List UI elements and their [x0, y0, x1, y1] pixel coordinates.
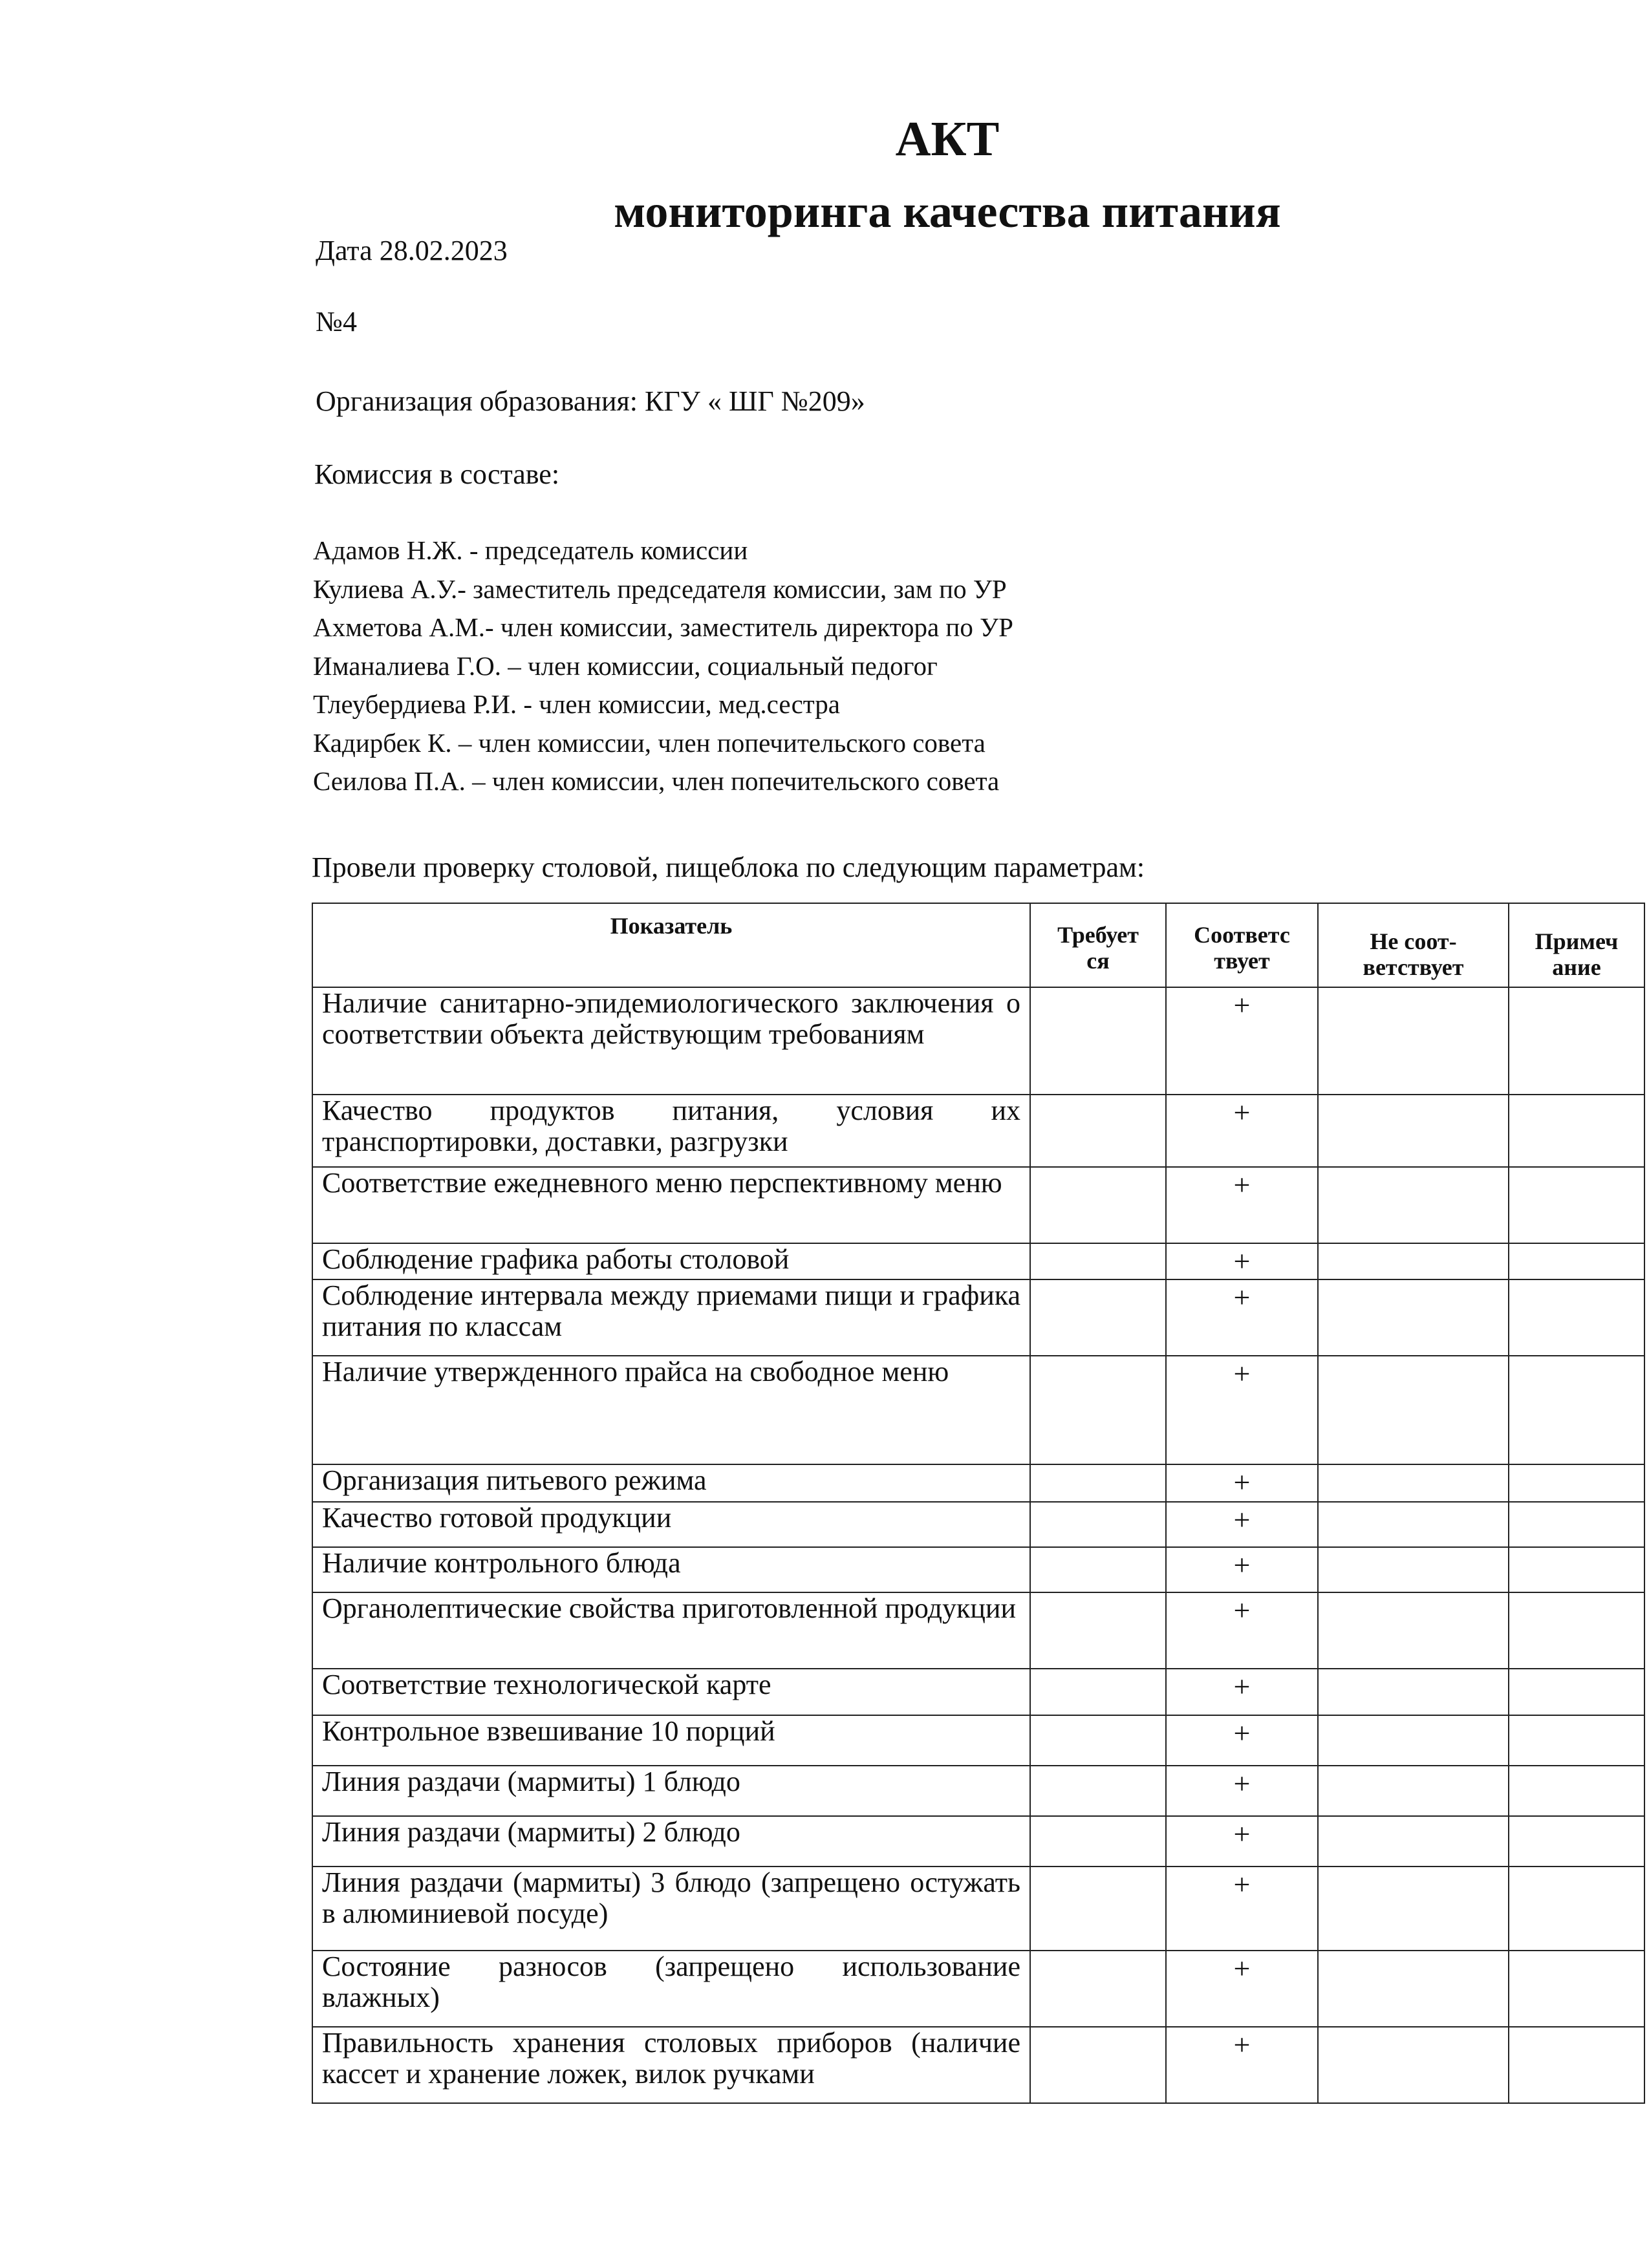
table-row [312, 1592, 1644, 1669]
not-complies-cell [1318, 1243, 1509, 1279]
commission-members [313, 531, 1013, 801]
complies-mark: + [1166, 1766, 1318, 1816]
indicator-cell: Контрольное взвешивание 10 порций [312, 1715, 1030, 1766]
complies-mark: + [1166, 1669, 1318, 1715]
member-line: Сеилова П.А. – член комиссии, член попечительского совета [313, 766, 1000, 796]
header-not-complies: Не соот- ветствует [1318, 903, 1509, 987]
required-cell [1030, 1095, 1166, 1167]
indicator-cell: Состояние разносов (запрещено использование влажных) [312, 1951, 1030, 2027]
required-cell [1030, 1669, 1166, 1715]
note-cell [1509, 1867, 1644, 1951]
member-line: Кадирбек К. – член комиссии, член попечительского совета [313, 727, 986, 758]
member-line: Адамов Н.Ж. - председатель комиссии [313, 535, 748, 565]
indicator-cell: Соответствие технологической карте [312, 1669, 1030, 1715]
act-number: №4 [316, 306, 357, 337]
required-cell [1030, 1502, 1166, 1547]
not-complies-cell [1318, 2027, 1509, 2103]
note-cell [1509, 1951, 1644, 2027]
indicator-cell: Линия раздачи (мармиты) 3 блюдо (запрещено остужать в алюминиевой посуде) [312, 1867, 1030, 1951]
table-row [312, 1951, 1644, 2027]
note-cell [1509, 1167, 1644, 1243]
note-cell [1509, 1547, 1644, 1592]
required-cell [1030, 2027, 1166, 2103]
note-cell [1509, 1502, 1644, 1547]
note-cell [1509, 1715, 1644, 1766]
commission-heading: Комиссия в составе: [314, 458, 560, 490]
complies-mark: + [1166, 1243, 1318, 1279]
not-complies-cell [1318, 1547, 1509, 1592]
table-row [312, 1356, 1644, 1464]
complies-mark: + [1166, 1095, 1318, 1167]
required-cell [1030, 987, 1166, 1095]
not-complies-cell [1318, 1167, 1509, 1243]
complies-mark: + [1166, 987, 1318, 1095]
note-cell [1509, 1464, 1644, 1502]
table-row [312, 1243, 1644, 1279]
document-subtitle: мониторинга качества питания [614, 186, 1281, 237]
document-title: АКТ [895, 112, 1000, 166]
not-complies-cell [1318, 1592, 1509, 1669]
table-row [312, 1167, 1644, 1243]
not-complies-cell [1318, 1464, 1509, 1502]
table-row [312, 1715, 1644, 1766]
complies-mark: + [1166, 1816, 1318, 1867]
table-row [312, 1669, 1644, 1715]
note-cell [1509, 1816, 1644, 1867]
not-complies-cell [1318, 1951, 1509, 2027]
required-cell [1030, 1464, 1166, 1502]
indicator-cell: Линия раздачи (мармиты) 2 блюдо [312, 1816, 1030, 1867]
required-cell [1030, 1592, 1166, 1669]
indicator-cell: Органолептические свойства приготовленной продукции [312, 1592, 1030, 1669]
indicator-cell: Соответствие ежедневного меню перспективному меню [312, 1167, 1030, 1243]
complies-mark: + [1166, 1867, 1318, 1951]
table-row [312, 1816, 1644, 1867]
required-cell [1030, 1279, 1166, 1356]
complies-mark: + [1166, 1356, 1318, 1464]
indicator-cell: Соблюдение графика работы столовой [312, 1243, 1030, 1279]
required-cell [1030, 1547, 1166, 1592]
required-cell [1030, 1715, 1166, 1766]
note-cell [1509, 2027, 1644, 2103]
required-cell [1030, 1167, 1166, 1243]
table-row [312, 987, 1644, 1095]
required-cell [1030, 1951, 1166, 2027]
table-row [312, 1279, 1644, 1356]
indicator-cell: Линия раздачи (мармиты) 1 блюдо [312, 1766, 1030, 1816]
member-line: Кулиева А.У.- заместитель председателя комиссии, зам по УР [313, 573, 1007, 604]
inspection-intro: Провели проверку столовой, пищеблока по следующим параметрам: [312, 851, 1145, 883]
complies-mark: + [1166, 1279, 1318, 1356]
note-cell [1509, 1669, 1644, 1715]
not-complies-cell [1318, 1279, 1509, 1356]
indicator-cell: Наличие контрольного блюда [312, 1547, 1030, 1592]
header-complies: Соответс твует [1166, 903, 1318, 987]
not-complies-cell [1318, 1095, 1509, 1167]
not-complies-cell [1318, 1669, 1509, 1715]
note-cell [1509, 1356, 1644, 1464]
table-row [312, 1095, 1644, 1167]
required-cell [1030, 1243, 1166, 1279]
header-note: Примеч ание [1509, 903, 1644, 987]
complies-mark: + [1166, 1502, 1318, 1547]
note-cell [1509, 1243, 1644, 1279]
not-complies-cell [1318, 1715, 1509, 1766]
complies-mark: + [1166, 1464, 1318, 1502]
complies-mark: + [1166, 2027, 1318, 2103]
indicator-cell: Правильность хранения столовых приборов (наличие кассет и хранение ложек, вилок ручками [312, 2027, 1030, 2103]
not-complies-cell [1318, 1356, 1509, 1464]
complies-mark: + [1166, 1592, 1318, 1669]
table-row [312, 1502, 1644, 1547]
table-row [312, 1464, 1644, 1502]
note-cell [1509, 987, 1644, 1095]
member-line: Тлеубердиева Р.И. - член комиссии, мед.сестра [313, 689, 840, 719]
complies-mark: + [1166, 1951, 1318, 2027]
inspection-table [312, 903, 1645, 2104]
indicator-cell: Соблюдение интервала между приемами пищи и графика питания по классам [312, 1279, 1030, 1356]
member-line: Ахметова А.М.- член комиссии, заместитель директора по УР [313, 612, 1013, 642]
complies-mark: + [1166, 1167, 1318, 1243]
required-cell [1030, 1766, 1166, 1816]
indicator-cell: Качество продуктов питания, условия их транспортировки, доставки, разгрузки [312, 1095, 1030, 1167]
member-line: Иманалиева Г.О. – член комиссии, социальный педогог [313, 650, 938, 681]
note-cell [1509, 1279, 1644, 1356]
header-indicator: Показатель [312, 903, 1030, 987]
table-row [312, 1766, 1644, 1816]
note-cell [1509, 1095, 1644, 1167]
note-cell [1509, 1766, 1644, 1816]
required-cell [1030, 1356, 1166, 1464]
indicator-cell: Наличие утвержденного прайса на свободное меню [312, 1356, 1030, 1464]
required-cell [1030, 1816, 1166, 1867]
table-row [312, 1867, 1644, 1951]
indicator-cell: Организация питьевого режима [312, 1464, 1030, 1502]
not-complies-cell [1318, 1766, 1509, 1816]
not-complies-cell [1318, 987, 1509, 1095]
not-complies-cell [1318, 1867, 1509, 1951]
complies-mark: + [1166, 1547, 1318, 1592]
table-row [312, 2027, 1644, 2103]
organization-line: Организация образования: КГУ « ШГ №209» [316, 385, 865, 417]
not-complies-cell [1318, 1502, 1509, 1547]
complies-mark: + [1166, 1715, 1318, 1766]
not-complies-cell [1318, 1816, 1509, 1867]
act-date: Дата 28.02.2023 [316, 235, 508, 266]
required-cell [1030, 1867, 1166, 1951]
header-required: Требует ся [1030, 903, 1166, 987]
table-row [312, 1547, 1644, 1592]
indicator-cell: Наличие санитарно-эпидемиологического заключения о соответствии объекта действующим требованиям [312, 987, 1030, 1095]
note-cell [1509, 1592, 1644, 1669]
indicator-cell: Качество готовой продукции [312, 1502, 1030, 1547]
